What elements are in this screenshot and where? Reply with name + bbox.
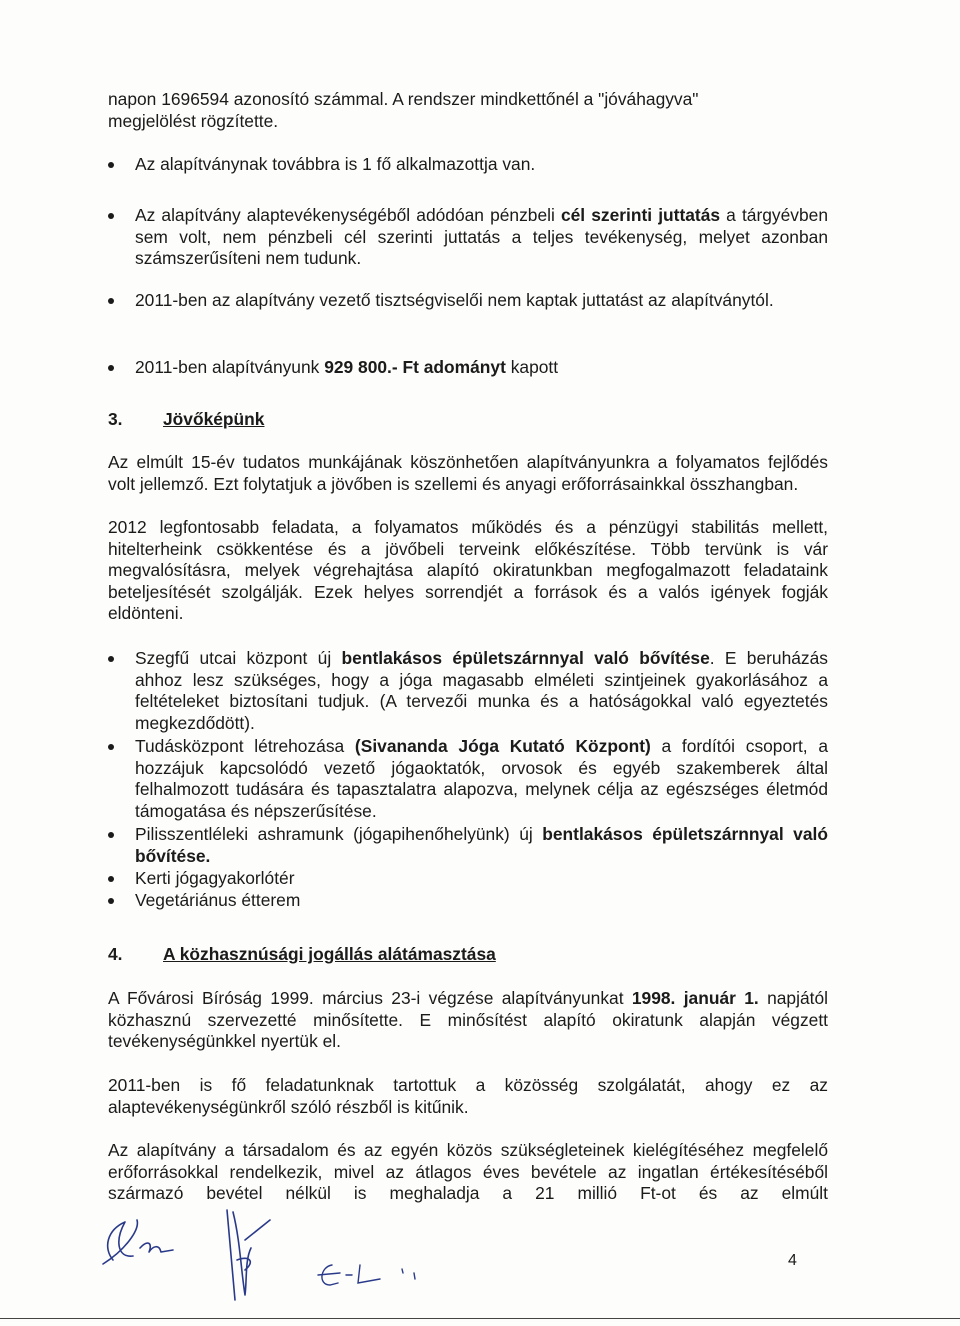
list-item-text: Pilisszentléleki ashramunk (jógapihenőhelyünk) új bentlakásos épületszárnnyal való bővítése. (135, 824, 828, 866)
section-title: A közhasznúsági jogállás alátámasztása (163, 944, 496, 964)
bullet-icon (108, 898, 114, 904)
bullet-icon (108, 832, 114, 838)
list-item-text: 2011-ben alapítványunk 929 800.- Ft adományt kapott (135, 357, 559, 377)
list-item (108, 154, 828, 176)
page-bottom-rule (0, 1318, 960, 1319)
list-item (108, 824, 828, 867)
list-item-text: 2011-ben az alapítvány vezető tisztségviselői nem kaptak juttatást az alapítványtól. (135, 290, 774, 310)
section-4-paragraph-2: 2011-ben is fő feladatunknak tartottuk a közösség szolgálatát, ahogy ez az alaptevékenységünkről szóló részből is kitűnik. (108, 1075, 828, 1117)
section-4-paragraph-3: Az alapítvány a társadalom és az egyén közös szükségleteinek kielégítéséhez megfelelő erőforrásokkal rendelkezik, mivel az átlagos éves bevétele az ingatlan értékesítéséből származó bevétel nélkül is meghaladja a 21 millió Ft-ot és az elmúlt (108, 1140, 828, 1203)
list-item (108, 648, 828, 734)
intro-line-1: napon 1696594 azonosító számmal. A rendszer mindkettőnél a "jóváhagyva" (108, 89, 699, 109)
bullet-icon (108, 876, 114, 882)
section-title: Jövőképünk (163, 409, 265, 429)
bullet-icon (108, 744, 114, 750)
bullet-icon (108, 298, 114, 304)
list-item-text: Vegetáriánus étterem (135, 890, 301, 910)
section-3-paragraph-1: Az elmúlt 15-év tudatos munkájának köszönhetően alapítványunkra a folyamatos fejlődés volt jellemző. Ezt folytatjuk a jövőben is szellemi és anyagi erőforrásainkkal összhangban. (108, 452, 828, 494)
list-item (108, 736, 828, 822)
list-item-text: Kerti jógagyakorlótér (135, 868, 295, 888)
bullet-icon (108, 656, 114, 662)
section-number: 4. (108, 944, 123, 964)
page-number: 4 (788, 1252, 797, 1269)
list-item (108, 290, 828, 312)
section-3-paragraph-2: 2012 legfontosabb feladata, a folyamatos működés és a pénzügyi stabilitás mellett, hitelterheink csökkentése és a jövőbeli terveink előkészítése. Több tervünk is vár megvalósításra, melyek végrehajtása alapító okiratunkban megfogalmazott feladataink beteljesítését szolgálják. Ezek helyes sorrendjét a források és a valós igények fogják eldönteni. (108, 517, 828, 623)
list-item-text: Tudásközpont létrehozása (Sivananda Jóga Kutató Központ) a fordítói csoport, a hozzájuk kapcsolódó vezető jógaoktatók, orvosok és egyéb szakemberek által felhalmozott tudására és tapasztalatra alapozva, melynek célja az egészséges életmód támogatása és népszerűsítése. (135, 736, 828, 821)
section-4-heading (108, 944, 828, 966)
intro-line-2: megjelölést rögzítette. (108, 111, 279, 131)
list-item (108, 890, 828, 912)
section-4-paragraph-1: A Fővárosi Bíróság 1999. március 23-i végzése alapítványunkat 1998. január 1. napjától közhasznú szervezetté minősítette. E minősítést alapító okiratunk alapján végzett tevékenységünkkel nyertük el. (108, 988, 828, 1051)
section-3-heading (108, 409, 828, 431)
list-item-text: Az alapítvány alaptevékenységéből adódóan pénzbeli cél szerinti juttatás a tárgyévben sem volt, nem pénzbeli cél szerinti juttatás a teljes tevékenység, melyet azonban számszerűsíteni nem tudunk. (135, 205, 828, 268)
signature-icon (95, 1200, 295, 1310)
signature-icon (310, 1255, 430, 1295)
bullet-icon (108, 365, 114, 371)
list-item-text: Szegfű utcai központ új bentlakásos épületszárnnyal való bővítése. E beruházás ahhoz lesz szükséges, hogy a jóga magasabb elméleti szintjeinek gyakorlásához a feltételeket biztosítani tudjuk. (A tervezői munka és a hatóságokkal való egyeztetés megkezdődött). (135, 648, 828, 733)
list-item (108, 205, 828, 270)
bullet-icon (108, 213, 114, 219)
list-item-text: Az alapítványnak továbbra is 1 fő alkalmazottja van. (135, 154, 536, 174)
section-number: 3. (108, 409, 123, 429)
list-item (108, 868, 828, 890)
bullet-icon (108, 162, 114, 168)
list-item (108, 357, 828, 379)
